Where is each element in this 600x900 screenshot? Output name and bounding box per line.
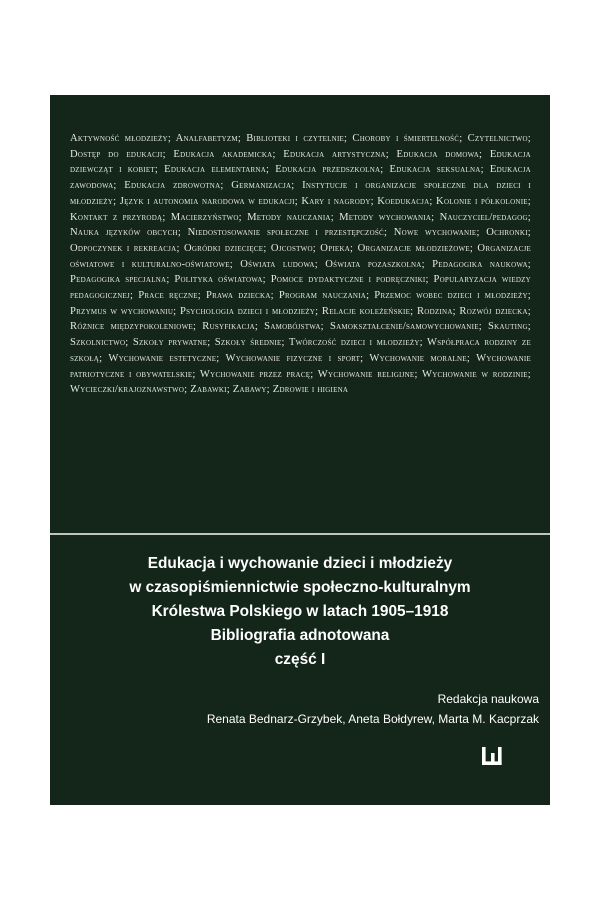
divider-rule bbox=[50, 533, 550, 535]
editors-names: Renata Bednarz-Grzybek, Aneta Bołdyrew, Marta M. Kacprzak bbox=[206, 712, 539, 726]
title-line-2: w czasopiśmiennictwie społeczno-kulturalnym bbox=[129, 579, 471, 596]
title-line-3: Królestwa Polskiego w latach 1905–1918 bbox=[151, 603, 449, 620]
keyword-list: Aktywność młodzieży; Analfabetyzm; Biblioteki i czytelnie; Choroby i śmiertelność; Czytelnictwo; Dostęp do edukacji; Edukacja akademicka; Edukacja artystyczna; Edukacja domowa; Edukacja dziewcząt i kobiet; Edukacja elementarna; Edukacja przedszkolna; Edukacja seksualna; Edukacja zawodowa; Edukacja zdrowotna; Germanizacja; Instytucje i organizacje społeczne dla dzieci i młodzieży; Język i autonomia narodowa w edukacji; Kary i nagrody; Koedukacja; Kolonie i półkolonie; Kontakt z przyrodą; Macierzyństwo; Metody nauczania; Metody wychowania; Nauczyciel/pedagog; Nauka języków obcych; Niedostosowanie społeczne i przestępczość; Nowe wychowanie; Ochronki; Odpoczynek i rekreacja; Ogródki dziecięce; Ojcostwo; Opieka; Organizacje młodzieżowe; Organizacje oświatowe i kulturalno-oświatowe; Oświata ludowa; Oświata pozaszkolna; Pedagogika naukowa; Pedagogika specjalna; Polityka oświatowa; Pomoce dydaktyczne i podręczniki; Popularyzacja wiedzy pedagogicznej; Prace ręczne; Prawa dziecka; Program nauczania; Przemoc wobec dzieci i młodzieży; Przymus w wychowaniu; Psychologia dzieci i młodzieży; Relacje koleżeńskie; Rodzina; Rozwój dziecka; Różnice międzypokoleniowe; Rusyfikacja; Samobójstwa; Samokształcenie/samowychowanie; Skauting; Szkolnictwo; Szkoły prywatne; Szkoły średnie; Twórczość dzieci i młodzieży; Współpraca rodziny ze szkołą; Wychowanie estetyczne; Wychowanie fizyczne i sport; Wychowanie moralne; Wychowanie patriotyczne i obywatelskie; Wychowanie przez pracę; Wychowanie religijne; Wychowanie w rodzinie; Wycieczki/krajoznawstwo; Zabawki; Zabawy; Zdrowie i higiena bbox=[70, 133, 531, 396]
book-title bbox=[60, 552, 540, 672]
title-line-4: Bibliografia adnotowana bbox=[210, 627, 390, 644]
title-line-5: część I bbox=[274, 651, 326, 668]
publisher-logo-icon bbox=[481, 746, 505, 768]
title-line-1: Edukacja i wychowanie dzieci i młodzieży bbox=[147, 555, 453, 572]
editors-label: Redakcja naukowa bbox=[437, 692, 539, 706]
